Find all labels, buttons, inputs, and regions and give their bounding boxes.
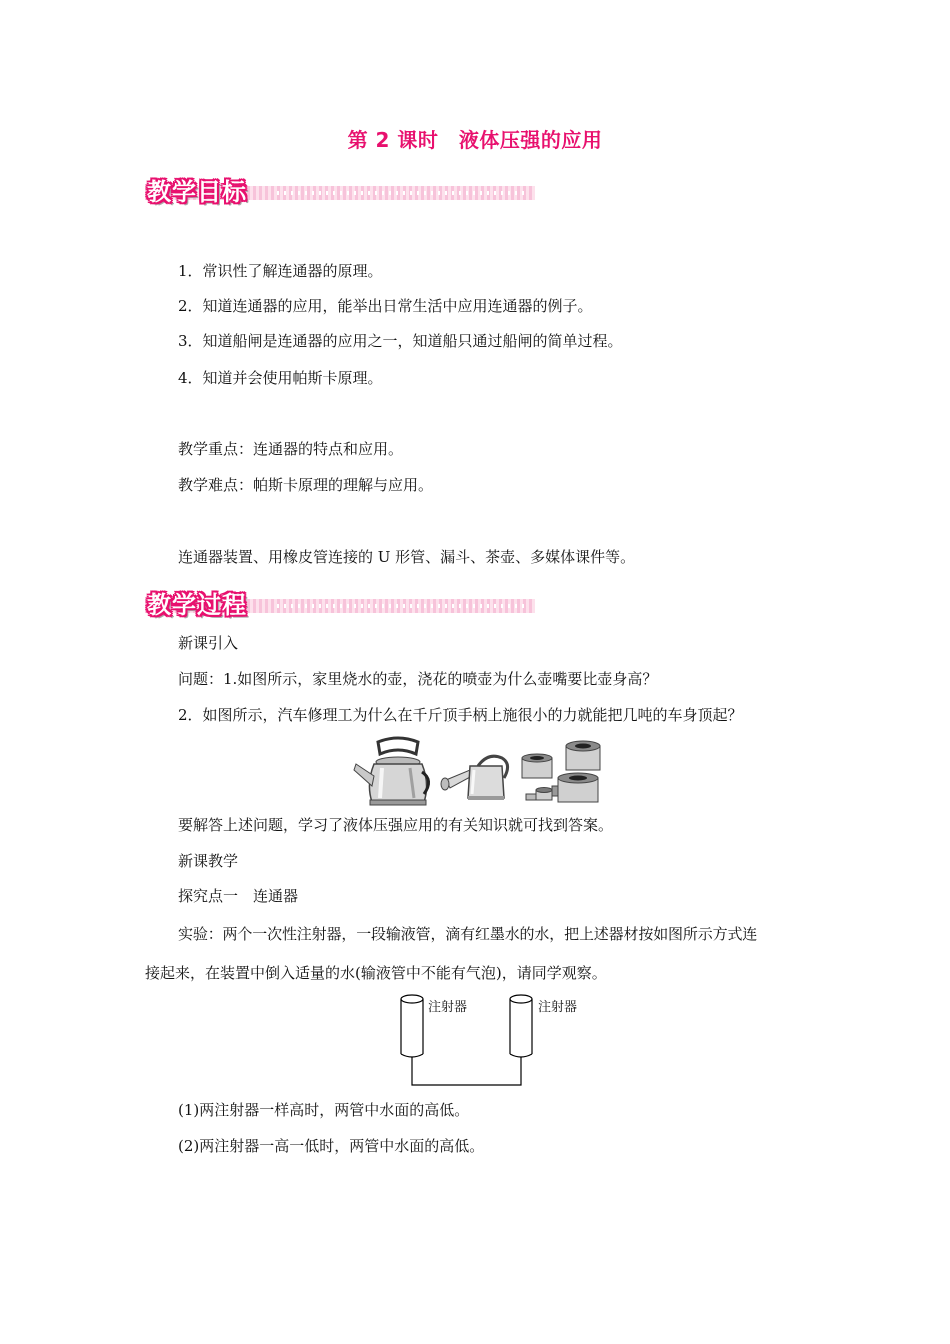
observation-2: (2)两注射器一高一低时，两管中水面的高低。 <box>178 1137 485 1155</box>
watering-can-icon <box>441 756 508 800</box>
banner-dots <box>277 191 527 195</box>
experiment-text: 实验：两个一次性注射器，一段输液管，滴有红墨水的水，把上述器材按如图所示方式连 <box>178 925 758 943</box>
experiment-text-continued: 接起来，在装置中倒入适量的水(输液管中不能有气泡)，请同学观察。 <box>145 964 607 982</box>
goal-item: 4．知道并会使用帕斯卡原理。 <box>178 369 383 387</box>
exploration-point-1: 探究点一 连通器 <box>178 887 299 905</box>
section-banner-goals <box>145 172 535 206</box>
connecting-tube <box>412 1057 521 1085</box>
goal-item: 1．常识性了解连通器的原理。 <box>178 262 383 280</box>
materials: 连通器装置、用橡皮管连接的 U 形管、漏斗、茶壶、多媒体课件等。 <box>178 548 636 566</box>
kettle-can-jack-illustration <box>352 736 612 812</box>
intro-answer: 要解答上述问题，学习了液体压强应用的有关知识就可找到答案。 <box>178 816 614 834</box>
section-banner-process <box>145 585 535 619</box>
intro-heading: 新课引入 <box>178 634 239 652</box>
key-point: 教学重点：连通器的特点和应用。 <box>178 440 404 458</box>
goal-item: 2．知道连通器的应用，能举出日常生活中应用连通器的例子。 <box>178 297 593 315</box>
question-2: 2．如图所示，汽车修理工为什么在千斤顶手柄上施很小的力就能把几吨的车身顶起？ <box>178 706 743 724</box>
banner-label: 教学目标 <box>147 178 247 206</box>
question-1: 问题：1.如图所示，家里烧水的壶，浇花的喷壶为什么壶嘴要比壶身高？ <box>178 670 658 688</box>
page-title: 第 2 课时 液体压强的应用 <box>347 128 603 152</box>
syringe-label: 注射器 <box>538 1000 578 1015</box>
goal-item: 3．知道船闸是连通器的应用之一，知道船只通过船闸的简单过程。 <box>178 332 623 350</box>
syringe-label: 注射器 <box>428 1000 468 1015</box>
teaching-heading: 新课教学 <box>178 852 239 870</box>
banner-dots <box>277 604 527 608</box>
syringe-left <box>401 995 423 1057</box>
syringe-right <box>510 995 532 1057</box>
kettle-icon <box>354 738 429 805</box>
banner-label: 教学过程 <box>147 591 247 619</box>
difficult-point: 教学难点：帕斯卡原理的理解与应用。 <box>178 476 434 494</box>
hydraulic-jack-icon <box>522 741 600 802</box>
observation-1: (1)两注射器一样高时，两管中水面的高低。 <box>178 1101 470 1119</box>
